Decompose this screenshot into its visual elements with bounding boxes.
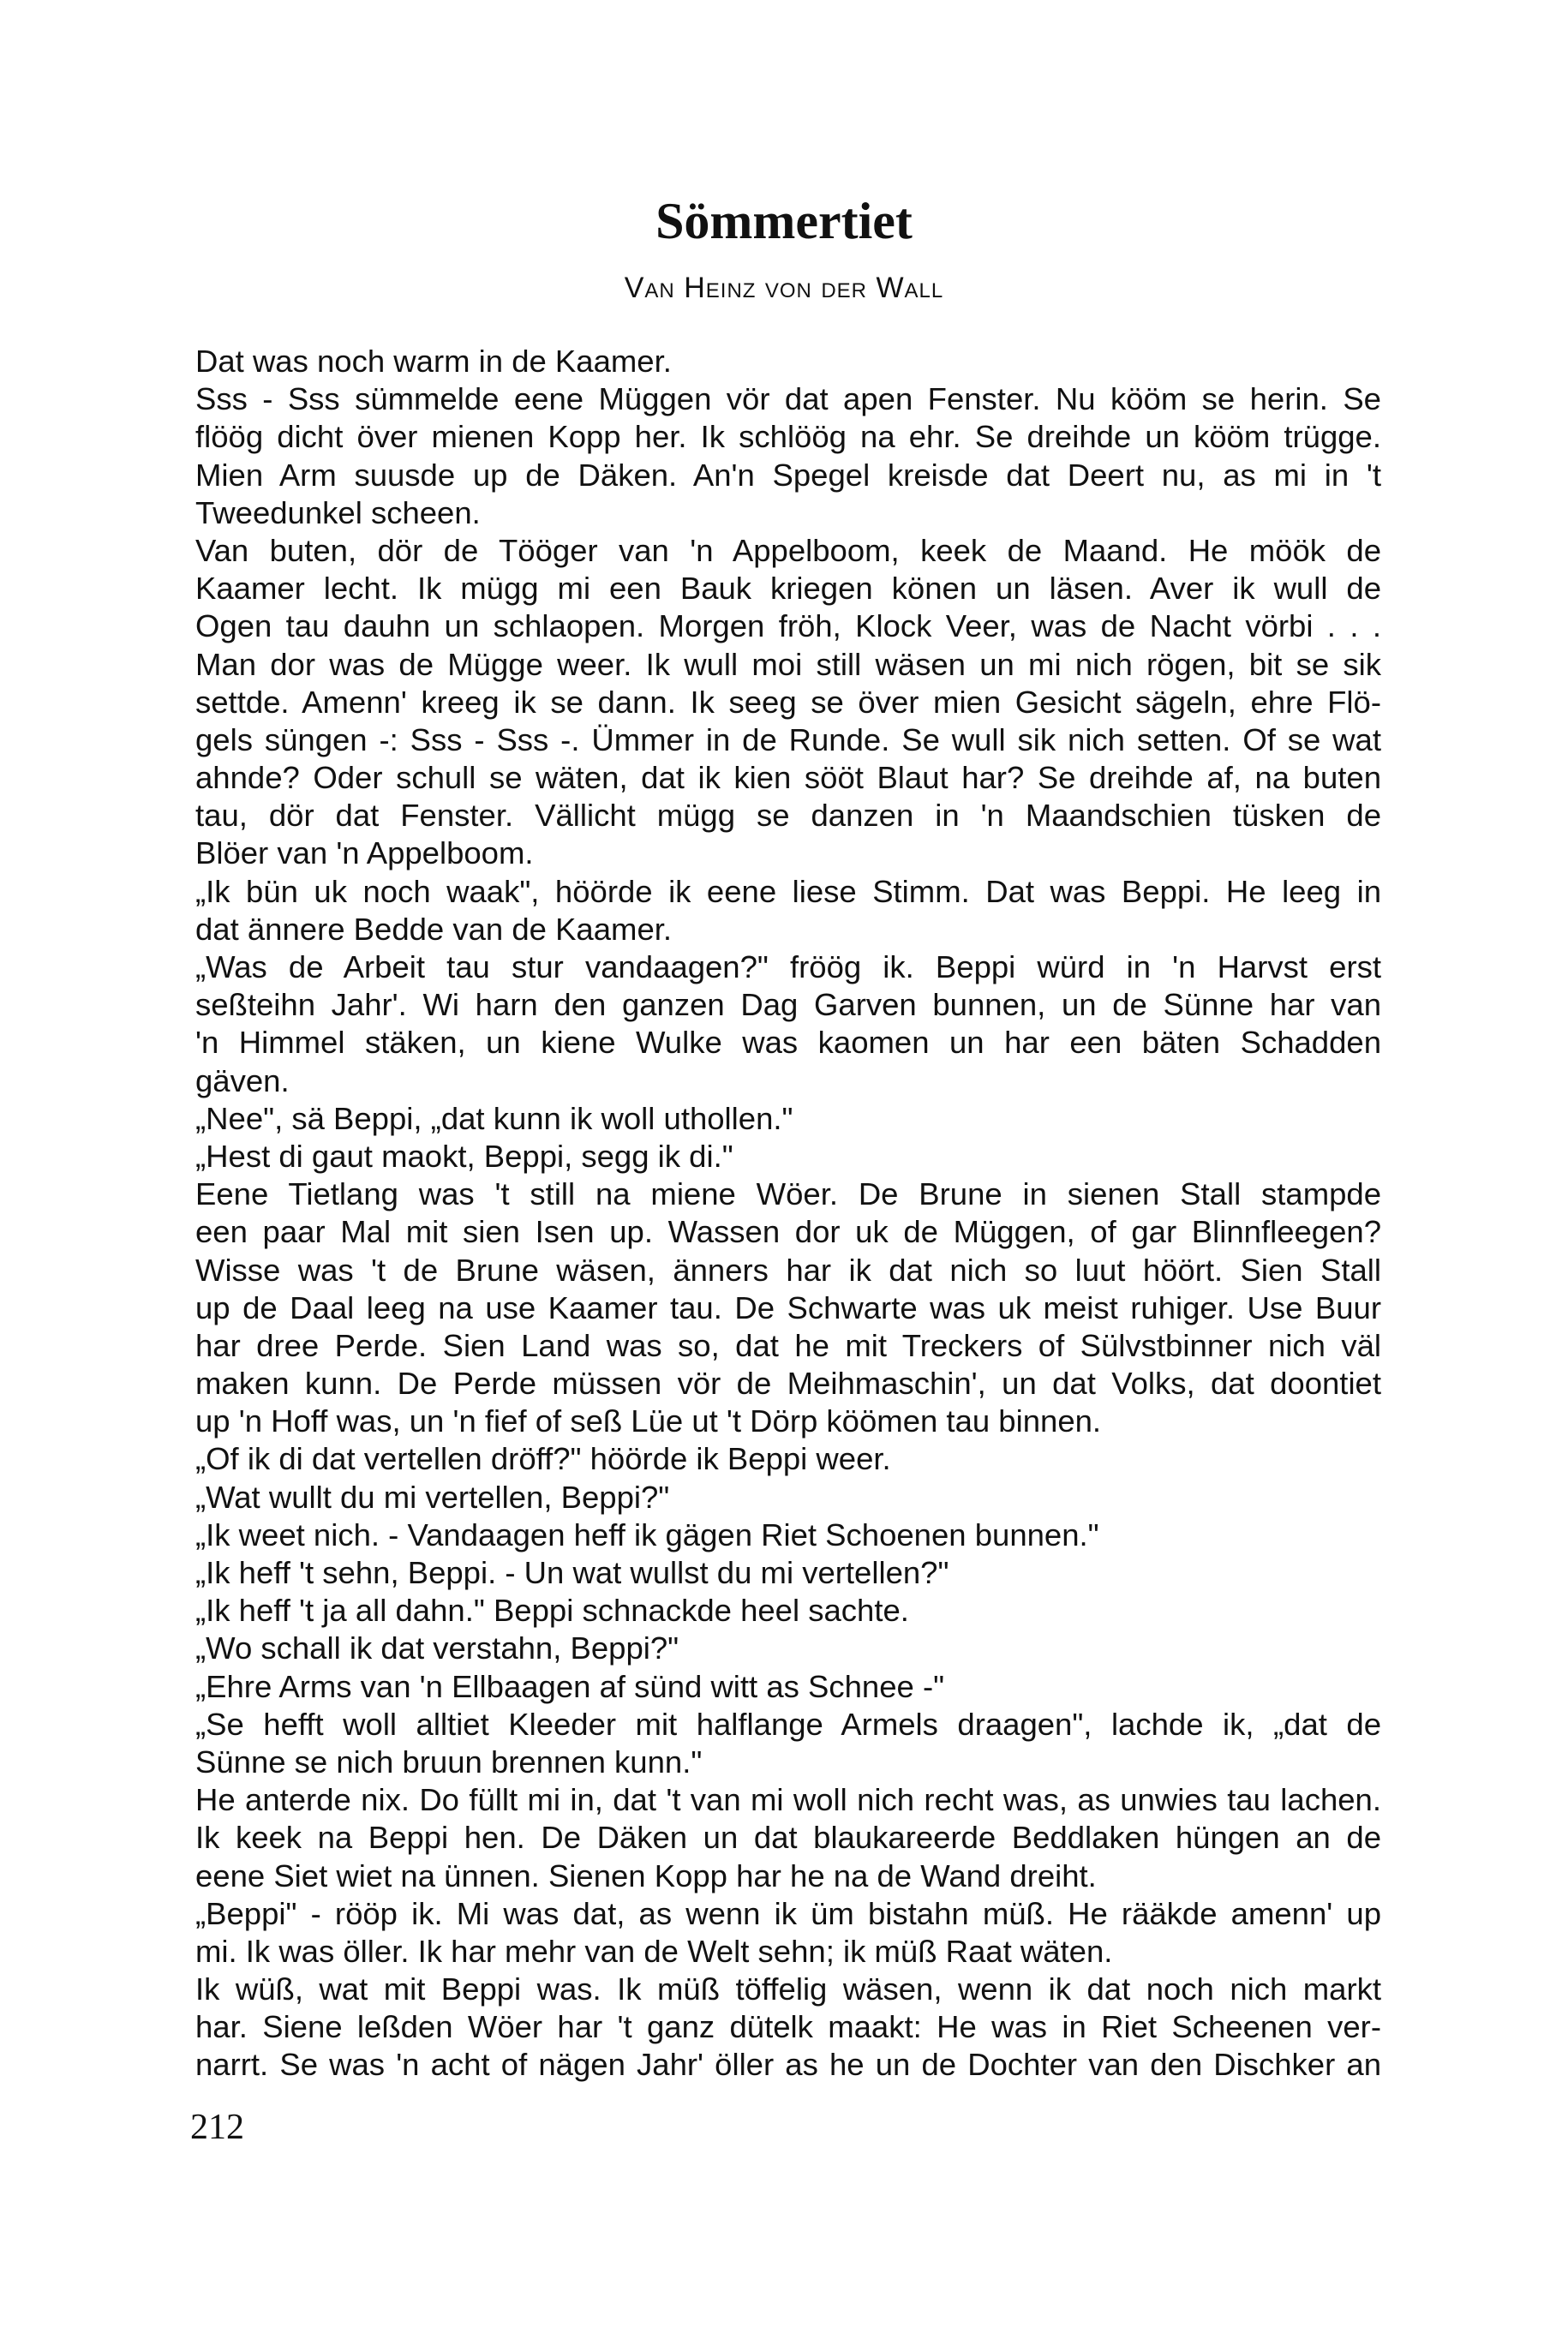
text-line: Van buten, dör de Tööger van 'n Appelboom, keek de Maand. He möök de [195, 532, 1381, 568]
text-line: Ogen tau dauhn un schlaopen. Morgen fröh, Klock Veer, was de Nacht vörbi . . . [195, 608, 1381, 644]
text-line: ahnde? Oder schull se wäten, dat ik kien sööt Blaut har? Se dreihde af, na buten [195, 760, 1381, 796]
text-line: „Wo schall ik dat verstahn, Beppi?" [195, 1630, 679, 1666]
text-line: tau, dör dat Fenster. Vällicht mügg se danzen in 'n Maandschien tüsken de [195, 798, 1381, 834]
text-line: narrt. Se was 'n acht of nägen Jahr' öller as he un de Dochter van den Dischker an [195, 2047, 1381, 2083]
text-line: har dree Perde. Sien Land was so, dat he mit Treckers of Sülvstbinner nich väl [195, 1327, 1381, 1363]
text-line: up de Daal leeg na use Kaamer tau. De Schwarte was uk meist ruhiger. Use Buur [195, 1289, 1381, 1325]
story-body [195, 343, 1381, 2085]
text-line: dat ännere Bedde van de Kaamer. [195, 911, 673, 947]
text-line: Mien Arm suusde up de Däken. An'n Spegel kreisde dat Deert nu, as mi in 't [195, 457, 1381, 493]
text-line: „Was de Arbeit tau stur vandaagen?" fröög ik. Beppi würd in 'n Harvst erst [195, 949, 1381, 984]
text-line: mi. Ik was öller. Ik har mehr van de Welt sehn; ik müß Raat wäten. [195, 1933, 1113, 1969]
text-line: „Ik heff 't sehn, Beppi. - Un wat wullst du mi vertellen?" [195, 1555, 949, 1590]
text-line: „Se hefft woll alltiet Kleeder mit halflange Armels draagen", lachde ik, „dat de [195, 1706, 1381, 1742]
text-line: gäven. [195, 1062, 290, 1098]
text-line: „Ik bün uk noch waak", höörde ik eene liese Stimm. Dat was Beppi. He leeg in [195, 873, 1381, 909]
text-line: Wisse was 't de Brune wäsen, änners har ik dat nich so luut höört. Sien Stall [195, 1252, 1381, 1288]
text-line: „Hest di gaut maokt, Beppi, segg ik di." [195, 1138, 733, 1174]
text-line: Man dor was de Mügge weer. Ik wull moi still wäsen un mi nich rögen, bit se sik [195, 646, 1381, 682]
text-line: gels süngen -: Sss - Sss -. Ümmer in de Runde. Se wull sik nich setten. Of se wat [195, 721, 1381, 757]
text-line: „Wat wullt du mi vertellen, Beppi?" [195, 1479, 670, 1515]
author-byline: Van Heinz von der Wall [624, 272, 944, 304]
text-line: eene Siet wiet na ünnen. Sienen Kopp har he na de Wand dreiht. [195, 1857, 1097, 1893]
text-line: Blöer van 'n Appelboom. [195, 835, 534, 871]
text-line: up 'n Hoff was, un 'n fief of seß Lüe ut 't Dörp köömen tau binnen. [195, 1403, 1102, 1439]
text-line: Eene Tietlang was 't still na miene Wöer. De Brune in sienen Stall stampde [195, 1176, 1381, 1212]
text-line: „Of ik di dat vertellen dröff?" höörde ik Beppi weer. [195, 1441, 891, 1477]
text-line: Tweedunkel scheen. [195, 494, 481, 530]
text-line: „Beppi" - rööp ik. Mi was dat, as wenn ik üm bistahn müß. He rääkde amenn' up [195, 1895, 1381, 1931]
text-line: een paar Mal mit sien Isen up. Wassen dor uk de Müggen, of gar Blinnfleegen? [195, 1214, 1381, 1250]
text-line: Sünne se nich bruun brennen kunn." [195, 1744, 703, 1780]
text-line: Kaamer lecht. Ik mügg mi een Bauk kriegen könen un läsen. Aver ik wull de [195, 571, 1381, 607]
story-title: Sömmertiet [655, 193, 913, 249]
text-line: seßteihn Jahr'. Wi harn den ganzen Dag Garven bunnen, un de Sünne har van [195, 987, 1381, 1023]
text-line: settde. Amenn' kreeg ik se dann. Ik seeg se över mien Gesicht sägeln, ehre Flö- [195, 684, 1381, 720]
text-line: He anterde nix. Do füllt mi in, dat 't van mi woll nich recht was, as unwies tau lachen. [195, 1782, 1381, 1818]
text-line: „Ik weet nich. - Vandaagen heff ik gägen Riet Schoenen bunnen." [195, 1516, 1099, 1552]
text-line: har. Siene leßden Wöer har 't ganz dütelk maakt: He was in Riet Scheenen ver- [195, 2009, 1381, 2045]
text-line: „Ehre Arms van 'n Ellbaagen af sünd witt as Schnee -" [195, 1668, 945, 1704]
text-line: Ik keek na Beppi hen. De Däken un dat blaukareerde Beddlaken hüngen an de [195, 1820, 1381, 1856]
text-line: maken kunn. De Perde müssen vör de Meihmaschin', un dat Volks, dat doontiet [195, 1366, 1381, 1402]
text-line: „Nee", sä Beppi, „dat kunn ik woll uthollen." [195, 1100, 793, 1136]
text-line: flöög dicht över mienen Kopp her. Ik schlöög na ehr. Se dreihde un kööm trügge. [195, 419, 1381, 455]
text-line: Sss - Sss sümmelde eene Müggen vör dat apen Fenster. Nu kööm se herin. Se [195, 381, 1381, 417]
text-line: „Ik heff 't ja all dahn." Beppi schnackde heel sachte. [195, 1593, 909, 1629]
text-line: 'n Himmel stäken, un kiene Wulke was kaomen un har een bäten Schadden [195, 1025, 1381, 1061]
text-line: Ik wüß, wat mit Beppi was. Ik müß töffelig wäsen, wenn ik dat noch nich markt [195, 1971, 1381, 2007]
text-line: Dat was noch warm in de Kaamer. [195, 344, 672, 379]
page-number: 212 [190, 2108, 244, 2147]
